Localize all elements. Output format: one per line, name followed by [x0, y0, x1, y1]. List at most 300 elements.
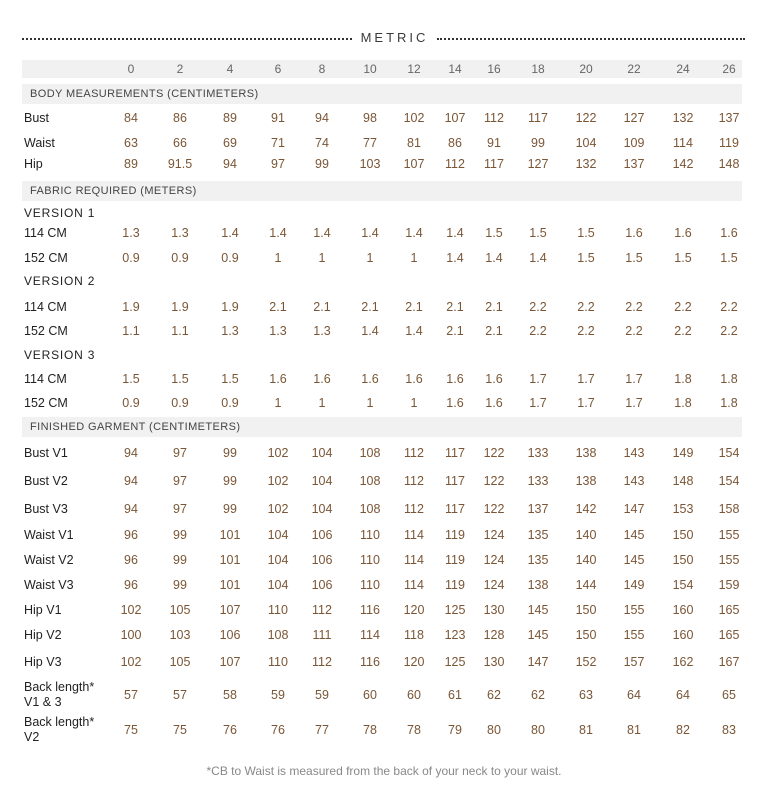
table-cell: 150 — [672, 553, 694, 567]
table-cell: 103 — [359, 157, 381, 171]
table-cell: 86 — [448, 136, 462, 150]
table-cell: 114 — [404, 528, 424, 542]
table-cell: 165 — [718, 603, 740, 617]
size-header: 22 — [627, 62, 641, 76]
table-cell: 160 — [672, 603, 694, 617]
table-cell: 112 — [404, 446, 424, 460]
table-cell: 165 — [718, 628, 740, 642]
table-cell: 107 — [403, 157, 425, 171]
table-cell: 147 — [527, 655, 549, 669]
table-cell: 123 — [444, 628, 466, 642]
row-label: Bust V3 — [24, 502, 68, 516]
table-cell: 59 — [315, 688, 329, 702]
table-cell: 62 — [487, 688, 501, 702]
table-cell: 0.9 — [221, 251, 239, 265]
table-cell: 132 — [575, 157, 597, 171]
table-cell: 112 — [312, 655, 332, 669]
row-label-line2: V2 — [24, 730, 40, 744]
table-cell: 1.7 — [577, 372, 595, 386]
table-cell: 119 — [445, 553, 465, 567]
table-cell: 152 — [575, 655, 597, 669]
version-label: VERSION 3 — [24, 348, 96, 362]
table-cell: 1 — [410, 251, 418, 265]
table-cell: 108 — [267, 628, 289, 642]
table-cell: 71 — [271, 136, 285, 150]
section-label-fabric: FABRIC REQUIRED (METERS) — [30, 185, 197, 197]
section-label-finished: FINISHED GARMENT (CENTIMETERS) — [30, 421, 241, 433]
table-cell: 137 — [527, 502, 549, 516]
row-label: Hip — [24, 157, 43, 171]
table-cell: 1.5 — [674, 251, 692, 265]
table-cell: 106 — [311, 578, 333, 592]
table-cell: 111 — [312, 628, 332, 642]
table-cell: 137 — [623, 157, 645, 171]
table-cell: 1.6 — [625, 226, 643, 240]
table-cell: 75 — [124, 723, 138, 737]
table-cell: 108 — [359, 502, 381, 516]
table-cell: 102 — [267, 446, 289, 460]
table-cell: 89 — [124, 157, 138, 171]
table-cell: 1.1 — [122, 324, 140, 338]
table-cell: 2.1 — [485, 324, 503, 338]
table-cell: 1.4 — [405, 324, 423, 338]
table-cell: 104 — [267, 553, 289, 567]
table-cell: 80 — [487, 723, 501, 737]
table-cell: 124 — [483, 528, 505, 542]
table-cell: 102 — [403, 111, 425, 125]
table-cell: 145 — [623, 528, 645, 542]
table-cell: 1.4 — [269, 226, 287, 240]
table-cell: 58 — [223, 688, 237, 702]
table-cell: 1.8 — [674, 372, 692, 386]
table-cell: 1.9 — [221, 300, 239, 314]
table-cell: 1.5 — [529, 226, 547, 240]
table-cell: 1.6 — [674, 226, 692, 240]
table-cell: 117 — [445, 474, 465, 488]
table-cell: 1.7 — [577, 396, 595, 410]
table-cell: 65 — [722, 688, 736, 702]
table-cell: 1.9 — [122, 300, 140, 314]
row-label — [24, 680, 94, 710]
table-cell: 117 — [445, 446, 465, 460]
table-cell: 1.7 — [625, 372, 643, 386]
table-cell: 114 — [404, 553, 424, 567]
table-cell: 157 — [623, 655, 645, 669]
table-cell: 97 — [173, 446, 187, 460]
dotted-rule-left — [22, 38, 352, 40]
table-cell: 149 — [672, 446, 694, 460]
table-cell: 104 — [311, 446, 333, 460]
table-cell: 96 — [124, 528, 138, 542]
table-cell: 2.1 — [446, 324, 464, 338]
table-cell: 104 — [311, 502, 333, 516]
table-cell: 104 — [311, 474, 333, 488]
table-cell: 109 — [623, 136, 645, 150]
table-cell: 1.6 — [361, 372, 379, 386]
table-cell: 1.3 — [122, 226, 140, 240]
table-cell: 117 — [445, 502, 465, 516]
table-cell: 110 — [268, 655, 288, 669]
table-cell: 140 — [575, 553, 597, 567]
table-cell: 1.5 — [122, 372, 140, 386]
table-cell: 120 — [403, 655, 425, 669]
table-cell: 2.1 — [269, 300, 287, 314]
row-label — [24, 715, 94, 745]
table-cell: 119 — [445, 528, 465, 542]
table-cell: 106 — [311, 553, 333, 567]
table-cell: 159 — [718, 578, 740, 592]
table-cell: 77 — [363, 136, 377, 150]
table-cell: 122 — [575, 111, 597, 125]
table-cell: 74 — [315, 136, 329, 150]
table-cell: 0.9 — [122, 251, 140, 265]
table-cell: 94 — [223, 157, 237, 171]
table-cell: 99 — [315, 157, 329, 171]
dotted-rule-right — [437, 38, 745, 40]
table-cell: 78 — [363, 723, 377, 737]
table-cell: 101 — [219, 553, 241, 567]
table-cell: 1.5 — [221, 372, 239, 386]
table-cell: 124 — [483, 553, 505, 567]
table-cell: 2.1 — [313, 300, 331, 314]
table-cell: 78 — [407, 723, 421, 737]
table-cell: 102 — [120, 603, 142, 617]
table-cell: 155 — [623, 628, 645, 642]
table-cell: 112 — [404, 502, 424, 516]
table-cell: 89 — [223, 111, 237, 125]
table-cell: 2.2 — [720, 324, 738, 338]
table-cell: 145 — [527, 603, 549, 617]
table-cell: 2.2 — [529, 324, 547, 338]
table-cell: 2.2 — [674, 324, 692, 338]
table-cell: 1.6 — [405, 372, 423, 386]
table-cell: 1.1 — [171, 324, 189, 338]
table-cell: 2.2 — [625, 324, 643, 338]
table-cell: 155 — [718, 553, 740, 567]
table-cell: 57 — [173, 688, 187, 702]
table-cell: 150 — [575, 603, 597, 617]
table-cell: 105 — [169, 655, 191, 669]
table-cell: 154 — [718, 446, 740, 460]
table-cell: 60 — [407, 688, 421, 702]
size-header: 14 — [448, 62, 462, 76]
row-label: Waist V3 — [24, 578, 74, 592]
table-cell: 160 — [672, 628, 694, 642]
table-cell: 66 — [173, 136, 187, 150]
table-cell: 1 — [366, 251, 374, 265]
table-cell: 2.1 — [361, 300, 379, 314]
table-cell: 104 — [267, 578, 289, 592]
table-cell: 57 — [124, 688, 138, 702]
table-cell: 1.5 — [577, 226, 595, 240]
table-cell: 0.9 — [171, 251, 189, 265]
table-cell: 1.6 — [485, 396, 503, 410]
table-cell: 162 — [672, 655, 694, 669]
table-cell: 112 — [404, 474, 424, 488]
table-cell: 128 — [483, 628, 505, 642]
table-cell: 155 — [718, 528, 740, 542]
table-cell: 2.1 — [405, 300, 423, 314]
table-cell: 1.7 — [529, 396, 547, 410]
table-cell: 96 — [124, 553, 138, 567]
table-cell: 64 — [627, 688, 641, 702]
table-cell: 1.3 — [171, 226, 189, 240]
title-row — [22, 28, 745, 48]
table-cell: 64 — [676, 688, 690, 702]
row-label: 114 CM — [24, 226, 67, 240]
table-cell: 99 — [223, 474, 237, 488]
table-cell: 114 — [404, 578, 424, 592]
table-cell: 158 — [718, 502, 740, 516]
table-cell: 143 — [623, 474, 645, 488]
row-label: Bust V1 — [24, 446, 68, 460]
table-cell: 127 — [527, 157, 549, 171]
row-label-line1: Back length* — [24, 715, 95, 729]
row-label: Bust — [24, 111, 50, 125]
table-cell: 108 — [359, 446, 381, 460]
table-cell: 99 — [173, 528, 187, 542]
table-cell: 101 — [219, 528, 241, 542]
table-cell: 60 — [363, 688, 377, 702]
table-cell: 148 — [672, 474, 694, 488]
row-label: Bust V2 — [24, 474, 68, 488]
row-label: 152 CM — [24, 324, 68, 338]
table-cell: 97 — [173, 474, 187, 488]
table-cell: 1.5 — [577, 251, 595, 265]
table-cell: 1.4 — [221, 226, 239, 240]
table-cell: 1.8 — [674, 396, 692, 410]
table-cell: 107 — [219, 603, 241, 617]
table-cell: 80 — [531, 723, 545, 737]
table-cell: 96 — [124, 578, 138, 592]
row-label: Waist V1 — [24, 528, 74, 542]
size-header: 26 — [722, 62, 736, 76]
table-cell: 81 — [579, 723, 593, 737]
table-cell: 125 — [444, 603, 466, 617]
table-cell: 1 — [318, 251, 326, 265]
table-cell: 104 — [575, 136, 597, 150]
size-header: 0 — [127, 62, 135, 76]
table-cell: 1.4 — [361, 324, 379, 338]
table-cell: 99 — [173, 578, 187, 592]
table-cell: 142 — [672, 157, 694, 171]
table-cell: 81 — [627, 723, 641, 737]
table-cell: 2.2 — [720, 300, 738, 314]
table-cell: 137 — [718, 111, 740, 125]
table-cell: 122 — [483, 474, 505, 488]
table-cell: 1.4 — [485, 251, 503, 265]
table-cell: 118 — [404, 628, 424, 642]
row-label: 152 CM — [24, 251, 68, 265]
row-label: 114 CM — [24, 300, 67, 314]
table-cell: 76 — [223, 723, 237, 737]
table-cell: 99 — [173, 553, 187, 567]
table-cell: 76 — [271, 723, 285, 737]
table-cell: 1.4 — [446, 251, 464, 265]
table-cell: 83 — [722, 723, 736, 737]
table-cell: 148 — [718, 157, 740, 171]
table-cell: 104 — [267, 528, 289, 542]
table-cell: 99 — [223, 446, 237, 460]
table-cell: 1.8 — [720, 396, 738, 410]
table-cell: 97 — [173, 502, 187, 516]
table-cell: 1.4 — [446, 226, 464, 240]
table-cell: 119 — [719, 136, 739, 150]
row-label: Waist V2 — [24, 553, 74, 567]
table-cell: 142 — [575, 502, 597, 516]
table-cell: 1.8 — [720, 372, 738, 386]
row-label: Waist — [24, 136, 55, 150]
table-cell: 1.6 — [485, 372, 503, 386]
table-cell: 86 — [173, 111, 187, 125]
table-cell: 154 — [718, 474, 740, 488]
table-cell: 167 — [718, 655, 740, 669]
row-label-line1: Back length* — [24, 680, 95, 694]
table-cell: 107 — [219, 655, 241, 669]
size-header: 16 — [487, 62, 501, 76]
table-cell: 62 — [531, 688, 545, 702]
table-cell: 135 — [527, 528, 549, 542]
table-cell: 1.6 — [446, 396, 464, 410]
table-cell: 1.3 — [269, 324, 287, 338]
table-cell: 2.2 — [529, 300, 547, 314]
table-cell: 102 — [120, 655, 142, 669]
table-cell: 75 — [173, 723, 187, 737]
table-cell: 120 — [403, 603, 425, 617]
table-cell: 110 — [360, 553, 380, 567]
table-cell: 79 — [448, 723, 462, 737]
table-cell: 2.2 — [674, 300, 692, 314]
table-cell: 145 — [527, 628, 549, 642]
table-cell: 77 — [315, 723, 329, 737]
table-cell: 124 — [483, 578, 505, 592]
table-cell: 2.1 — [485, 300, 503, 314]
table-cell: 1.6 — [269, 372, 287, 386]
table-cell: 1 — [366, 396, 374, 410]
table-cell: 1.6 — [446, 372, 464, 386]
table-cell: 107 — [444, 111, 466, 125]
size-header: 18 — [531, 62, 545, 76]
row-label: Hip V1 — [24, 603, 62, 617]
table-cell: 147 — [623, 502, 645, 516]
table-cell: 127 — [623, 111, 645, 125]
table-cell: 59 — [271, 688, 285, 702]
table-cell: 0.9 — [122, 396, 140, 410]
row-label-line2: V1 & 3 — [24, 695, 62, 709]
table-cell: 101 — [219, 578, 241, 592]
section-label-body: BODY MEASUREMENTS (CENTIMETERS) — [30, 88, 259, 100]
size-header: 20 — [579, 62, 593, 76]
row-label: 152 CM — [24, 396, 68, 410]
table-cell: 116 — [360, 655, 380, 669]
table-cell: 69 — [223, 136, 237, 150]
chart-title: METRIC — [360, 30, 429, 45]
table-cell: 98 — [363, 111, 377, 125]
table-cell: 1.5 — [720, 251, 738, 265]
table-cell: 1.4 — [529, 251, 547, 265]
table-cell: 1.3 — [313, 324, 331, 338]
version-label: VERSION 2 — [24, 274, 96, 288]
size-header: 2 — [176, 62, 184, 76]
table-cell: 0.9 — [221, 396, 239, 410]
table-cell: 110 — [360, 528, 380, 542]
table-cell: 91.5 — [167, 157, 193, 171]
version-label: VERSION 1 — [24, 206, 96, 220]
table-cell: 1.4 — [361, 226, 379, 240]
table-cell: 110 — [360, 578, 380, 592]
table-cell: 84 — [124, 111, 138, 125]
table-cell: 1.3 — [221, 324, 239, 338]
table-cell: 130 — [483, 603, 505, 617]
table-cell: 149 — [623, 578, 645, 592]
table-cell: 1.5 — [625, 251, 643, 265]
size-header: 24 — [676, 62, 690, 76]
table-cell: 119 — [445, 578, 465, 592]
row-label: Hip V2 — [24, 628, 62, 642]
table-cell: 150 — [672, 528, 694, 542]
table-cell: 135 — [527, 553, 549, 567]
size-header: 8 — [318, 62, 326, 76]
table-cell: 1.4 — [405, 226, 423, 240]
table-cell: 125 — [444, 655, 466, 669]
table-cell: 114 — [360, 628, 380, 642]
table-cell: 99 — [223, 502, 237, 516]
table-cell: 154 — [672, 578, 694, 592]
table-cell: 108 — [359, 474, 381, 488]
table-cell: 117 — [528, 111, 548, 125]
size-header: 6 — [274, 62, 282, 76]
table-cell: 112 — [484, 111, 504, 125]
table-cell: 133 — [527, 446, 549, 460]
table-cell: 94 — [124, 446, 138, 460]
table-cell: 82 — [676, 723, 690, 737]
table-cell: 112 — [312, 603, 332, 617]
table-cell: 63 — [124, 136, 138, 150]
table-cell: 1.6 — [313, 372, 331, 386]
size-header: 4 — [226, 62, 234, 76]
table-cell: 103 — [169, 628, 191, 642]
table-cell: 1 — [274, 251, 282, 265]
table-cell: 2.2 — [625, 300, 643, 314]
table-cell: 112 — [445, 157, 465, 171]
table-cell: 145 — [623, 553, 645, 567]
table-cell: 130 — [483, 655, 505, 669]
table-cell: 100 — [120, 628, 142, 642]
table-cell: 132 — [672, 111, 694, 125]
table-cell: 106 — [219, 628, 241, 642]
size-header: 10 — [363, 62, 377, 76]
table-cell: 106 — [311, 528, 333, 542]
table-cell: 155 — [623, 603, 645, 617]
table-cell: 2.2 — [577, 324, 595, 338]
table-cell: 1 — [410, 396, 418, 410]
table-cell: 1.5 — [171, 372, 189, 386]
table-cell: 138 — [527, 578, 549, 592]
table-cell: 1.7 — [625, 396, 643, 410]
table-cell: 122 — [483, 502, 505, 516]
table-cell: 140 — [575, 528, 597, 542]
table-cell: 110 — [268, 603, 288, 617]
table-cell: 63 — [579, 688, 593, 702]
table-cell: 1 — [274, 396, 282, 410]
table-cell: 2.2 — [577, 300, 595, 314]
table-cell: 1 — [318, 396, 326, 410]
row-label: Hip V3 — [24, 655, 62, 669]
row-label: 114 CM — [24, 372, 67, 386]
table-cell: 114 — [673, 136, 693, 150]
table-cell: 1.4 — [313, 226, 331, 240]
table-cell: 116 — [360, 603, 380, 617]
